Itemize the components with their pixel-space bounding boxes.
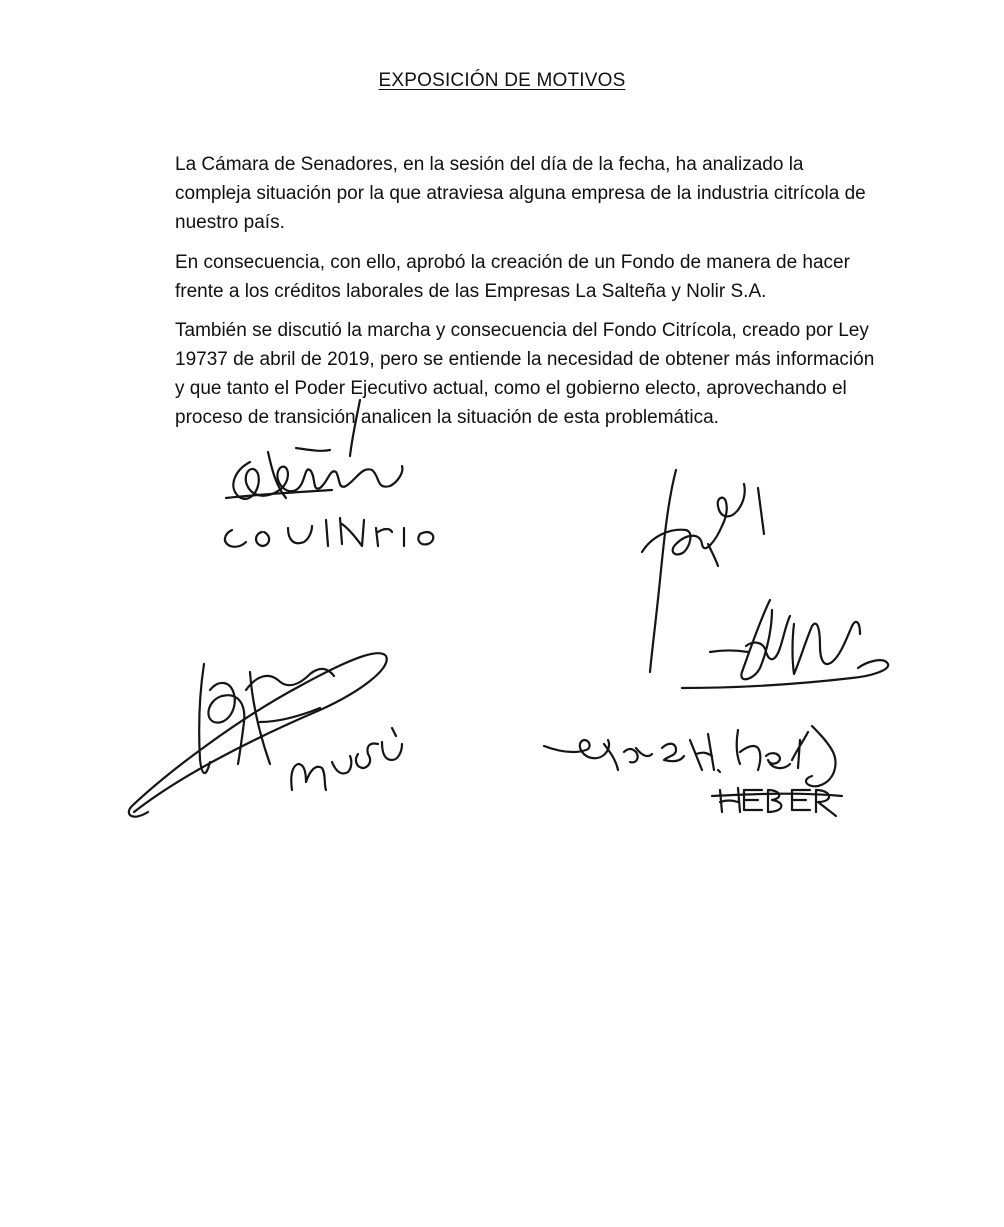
signature-5-name: Heber [720,812,724,813]
paragraph-3: También se discutió la marcha y consecuencia del Fondo Citrícola, creado por Ley 19737 de abril de 2019, pero se entiende la necesidad de obtener más información y que tanto el Poder Ejecutivo actual, como el gobierno electo, aprovechando el proceso de transición analicen la situación de esta problemática. [175,320,875,428]
signature-4 [129,653,402,817]
signature-3 [682,600,888,688]
signature-2 [642,470,764,672]
signature-5 [544,726,842,816]
signature-1-name: Coutinho [240,548,245,549]
signature-1 [225,452,433,549]
paragraph-2: En consecuencia, con ello, aprobó la creación de un Fondo de manera de hacer frente a los créditos laborales de las Empresas La Salteña y Nolir S.A. [175,252,850,302]
document-title: EXPOSICIÓN DE MOTIVOS [378,70,626,91]
paragraph-1: La Cámara de Senadores, en la sesión del día de la fecha, ha analizado la compleja situación por la que atraviesa alguna empresa de la industria citrícola de nuestro país. [175,154,866,233]
